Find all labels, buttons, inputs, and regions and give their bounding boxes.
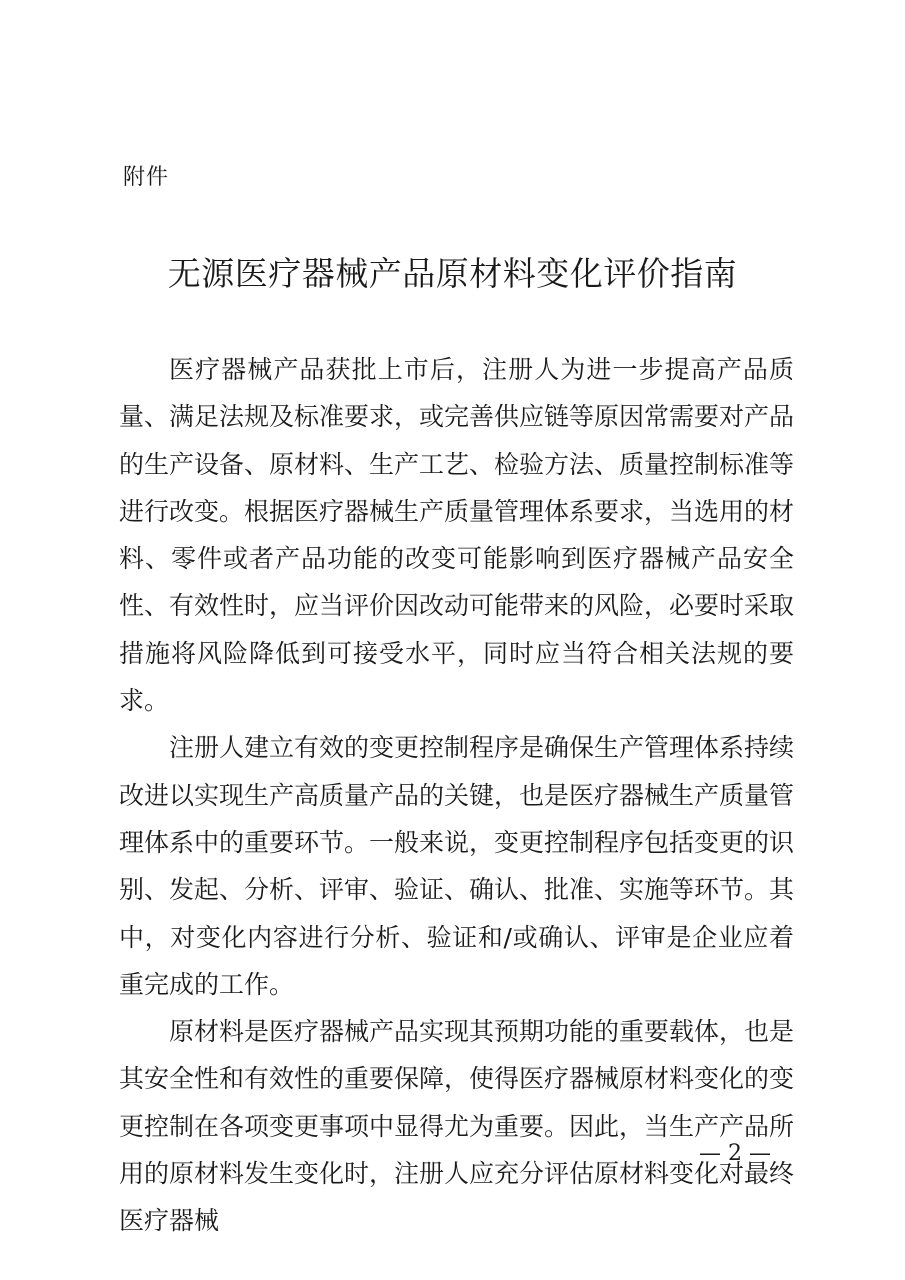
paragraph-3: 原材料是医疗器械产品实现其预期功能的重要载体，也是其安全性和有效性的重要保障，使得医疗器械原材料变化的变更控制在各项变更事项中显得尤为重要。因此，当生产产品所用的原材料发生变化时，注册人应充分评估原材料变化对最终医疗器械 <box>119 1017 795 1236</box>
paragraph-1: 医疗器械产品获批上市后，注册人为进一步提高产品质量、满足法规及标准要求，或完善供应链等原因常需要对产品的生产设备、原材料、生产工艺、检验方法、质量控制标准等进行改变。根据医疗器械生产质量管理体系要求，当选用的材料、零件或者产品功能的改变可能影响到医疗器械产品安全性、有效性时，应当评价因改动可能带来的风险，必要时采取措施将风险降低到可接受水平，同时应当符合相关法规的要求。 <box>119 355 795 716</box>
document-title: 无源医疗器械产品原材料变化评价指南 <box>167 254 738 293</box>
paragraph-2: 注册人建立有效的变更控制程序是确保生产管理体系持续改进以实现生产高质量产品的关键，也是医疗器械生产质量管理体系中的重要环节。一般来说，变更控制程序包括变更的识别、发起、分析、评审、验证、确认、批准、实施等环节。其中，对变化内容进行分析、验证和/或确认、评审是企业应着重完成的工作。 <box>119 733 795 999</box>
page-number: — 2 — <box>699 1141 771 1166</box>
document-body <box>119 346 794 1245</box>
attachment-label: 附件 <box>123 165 170 190</box>
